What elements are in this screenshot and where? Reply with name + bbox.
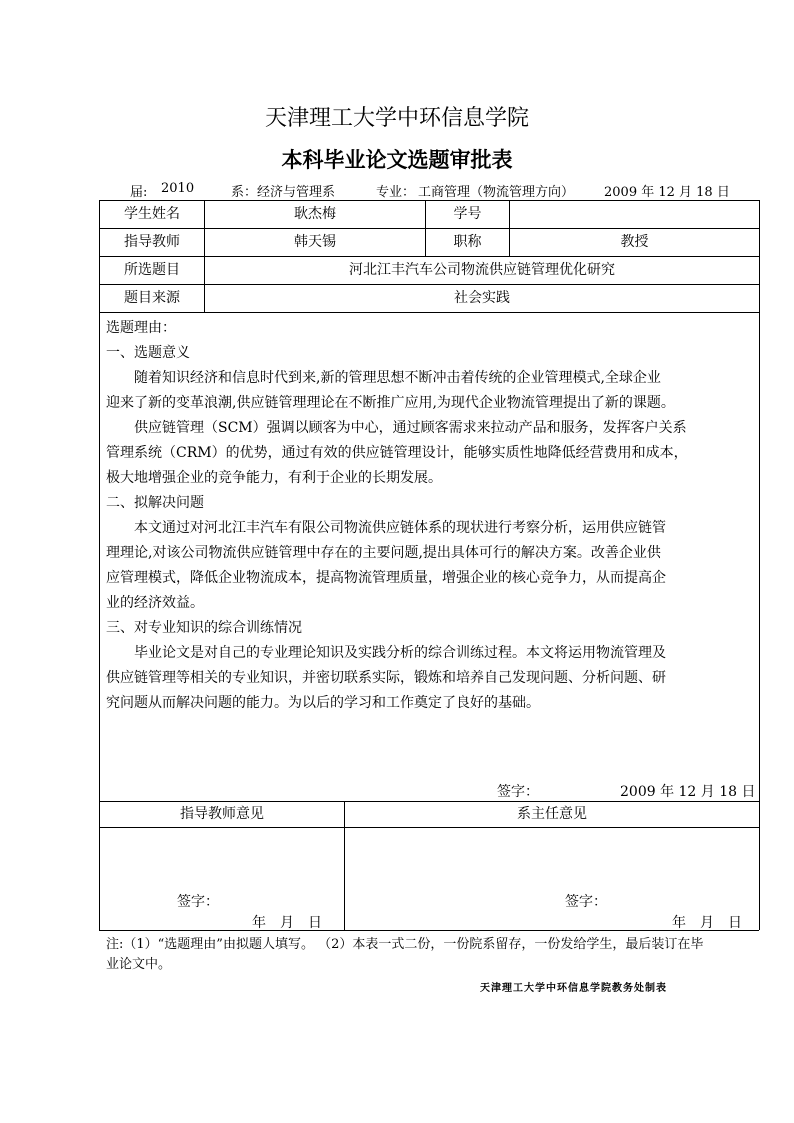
advisor-sign-date: 年 月 日 [252, 915, 322, 931]
advisor-opinion-heading: 指导教师意见 [180, 806, 264, 822]
source-label: 题目来源 [124, 290, 180, 306]
section-3-heading: 三、对专业知识的综合训练情况 [106, 620, 302, 636]
paragraph-line: 究问题从而解决问题的能力。为以后的学习和工作奠定了良好的基础。 [106, 695, 540, 711]
paragraph-line: 毕业论文是对自己的专业理论知识及实践分析的综合训练过程。本文将运用物流管理及 [134, 645, 666, 661]
reason-sign-label: 签字： [497, 784, 539, 800]
paragraph-line: 供应链管理等相关的专业知识，并密切联系实际，锻炼和培养自己发现问题、分析问题、研 [106, 670, 666, 686]
advisor-sign-label: 签字： [177, 894, 219, 910]
table-border-right [759, 200, 760, 930]
paragraph-line: 理理论,对该公司物流供应链管理中存在的主要问题,提出具体可行的解决方案。改善企业供 [106, 545, 661, 561]
table-line [99, 256, 759, 257]
session-value: 2010 [161, 181, 195, 196]
reason-section [106, 316, 756, 716]
session-label: 届: [130, 185, 148, 200]
paragraph-line: 极大地增强企业的竞争能力，有利于企业的长期发展。 [106, 470, 442, 486]
student-name-label: 学生姓名 [124, 206, 180, 222]
advisor-value: 韩天锡 [294, 234, 336, 250]
title-label: 职称 [453, 234, 482, 250]
meta-date: 2009 年 12 月 18 日 [604, 185, 730, 200]
dept-value: 经济与管理系 [257, 185, 336, 200]
topic-value: 河北江丰汽车公司物流供应链管理优化研究 [349, 262, 615, 278]
paragraph-line: 供应链管理（SCM）强调以顾客为中心，通过顾客需求来拉动产品和服务，发挥客户关系 [134, 420, 687, 436]
paragraph-line: 本文通过对河北江丰汽车有限公司物流供应链体系的现状进行考察分析，运用供应链管 [134, 520, 666, 536]
paragraph-line: 应管理模式，降低企业物流成本，提高物流管理质量，增强企业的核心竞争力，从而提高企 [106, 570, 666, 586]
major-value: 工商管理（物流管理方向） [418, 185, 575, 200]
dean-sign-date: 年 月 日 [672, 915, 742, 931]
student-id-label: 学号 [453, 206, 482, 222]
dept-label: 系： [231, 185, 258, 200]
table-line [99, 284, 759, 285]
form-note [106, 935, 766, 975]
dean-opinion-heading: 系主任意见 [517, 806, 587, 822]
major-label: 专业： [376, 185, 416, 200]
title-value: 教授 [620, 234, 649, 250]
paragraph-line: 管理系统（CRM）的优势，通过有效的供应链管理设计，能够实质性地降低经营费用和成本， [106, 445, 688, 461]
section-1-heading: 一、选题意义 [106, 345, 190, 361]
paragraph-line: 业的经济效益。 [106, 595, 204, 611]
section-2-heading: 二、拟解决问题 [106, 495, 204, 511]
reason-heading: 选题理由： [106, 320, 176, 336]
topic-label: 所选题目 [124, 262, 180, 278]
paragraph-line: 迎来了新的变革浪潮,供应链管理理论在不断推广应用,为现代企业物流管理提出了新的课题。 [106, 395, 675, 411]
footer-issuer: 天津理工大学中环信息学院教务处制表 [480, 983, 667, 994]
school-title: 天津理工大学中环信息学院 [264, 106, 529, 131]
note-line: 业论文中。 [106, 957, 172, 972]
student-name-value: 耿杰梅 [294, 206, 336, 222]
table-line [99, 228, 759, 229]
form-title: 本科毕业论文选题审批表 [281, 147, 513, 172]
paragraph-line: 随着知识经济和信息时代到来,新的管理思想不断冲击着传统的企业管理模式,全球企业 [134, 370, 661, 386]
advisor-label: 指导教师 [124, 234, 180, 250]
source-value: 社会实践 [454, 290, 510, 306]
table-line [99, 312, 759, 313]
table-line [99, 930, 759, 931]
reason-sign-date: 2009 年 12 月 18 日 [620, 784, 756, 800]
table-line [99, 200, 759, 201]
dean-sign-label: 签字： [565, 894, 607, 910]
note-line: 注:（1）“选题理由”由拟题人填写。 （2）本表一式二份，一份院系留存，一份发给学生，最后装订在毕 [106, 937, 704, 952]
table-line [99, 827, 759, 828]
